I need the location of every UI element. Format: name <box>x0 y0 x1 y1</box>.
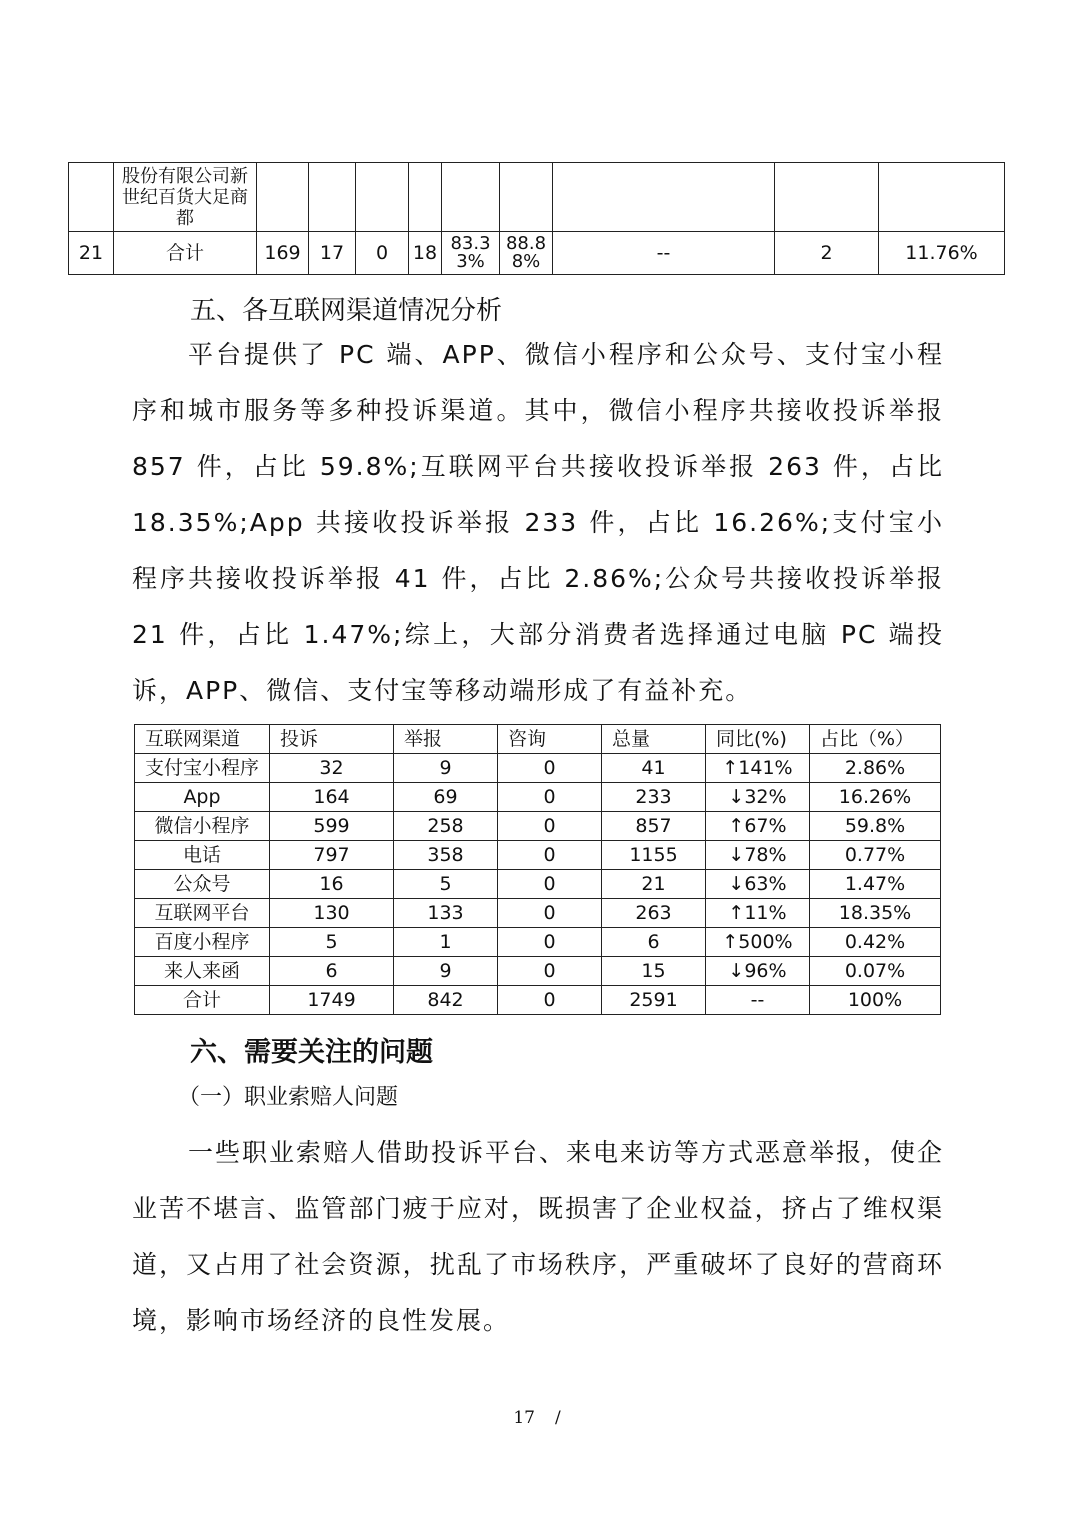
table-cell: ↓96% <box>706 957 810 986</box>
table-cell: 842 <box>394 986 498 1015</box>
table-cell: ↓32% <box>706 783 810 812</box>
table-cell: 6 <box>270 957 394 986</box>
channel-name-cell: 来人来函 <box>135 957 270 986</box>
header-yoy: 同比(%) <box>706 725 810 754</box>
channel-name-cell: 电话 <box>135 841 270 870</box>
table-cell: ↑500% <box>706 928 810 957</box>
header-share: 占比（%） <box>810 725 941 754</box>
table-cell: 1.47% <box>810 870 941 899</box>
channel-table-body <box>135 725 941 1015</box>
table-cell: 263 <box>602 899 706 928</box>
percent-cell: 83.33% <box>442 232 500 275</box>
header-report: 举报 <box>394 725 498 754</box>
table-row <box>135 754 941 783</box>
table-cell: ↑11% <box>706 899 810 928</box>
table-cell: 0 <box>498 754 602 783</box>
channel-name-cell: 合计 <box>135 986 270 1015</box>
table-cell: 0 <box>498 957 602 986</box>
table-cell: 133 <box>394 899 498 928</box>
table-cell: -- <box>706 986 810 1015</box>
table-cell: 16.26% <box>810 783 941 812</box>
table-cell: 130 <box>270 899 394 928</box>
issues-paragraph: 一些职业索赔人借助投诉平台、来电来访等方式恶意举报，使企业苦不堪言、监管部门疲于应对，既损害了企业权益，挤占了维权渠道，又占用了社会资源，扰乱了市场秩序，严重破坏了良好的营商环境，影响市场经济的良性发展。 <box>132 1138 945 1335</box>
table-cell: 358 <box>394 841 498 870</box>
table-cell: 169 <box>257 232 309 275</box>
table-cell: 0 <box>498 899 602 928</box>
channel-statistics-table <box>134 724 941 1015</box>
row-number-cell: 21 <box>69 232 114 275</box>
channel-name-cell: 互联网平台 <box>135 899 270 928</box>
table-cell: 5 <box>394 870 498 899</box>
table-cell: 9 <box>394 957 498 986</box>
table-cell: 0 <box>498 783 602 812</box>
table-cell: 1 <box>394 928 498 957</box>
table-row <box>69 163 1005 232</box>
table-cell: 797 <box>270 841 394 870</box>
table-cell: 0 <box>498 928 602 957</box>
table-cell: 164 <box>270 783 394 812</box>
table-cell: 0.07% <box>810 957 941 986</box>
table-cell: 0 <box>498 812 602 841</box>
table-header-row <box>135 725 941 754</box>
table-cell: 0 <box>498 986 602 1015</box>
table-cell: 5 <box>270 928 394 957</box>
table-cell: 0.77% <box>810 841 941 870</box>
table-cell: ↑141% <box>706 754 810 783</box>
table-cell: 1749 <box>270 986 394 1015</box>
table-row <box>135 870 941 899</box>
table-cell: 41 <box>602 754 706 783</box>
table-cell: 0 <box>356 232 409 275</box>
rate-cell: 11.76% <box>879 232 1005 275</box>
table-cell: 233 <box>602 783 706 812</box>
table-cell: 0 <box>498 870 602 899</box>
table-cell: 18.35% <box>810 899 941 928</box>
table-cell: ↑67% <box>706 812 810 841</box>
header-complaint: 投诉 <box>270 725 394 754</box>
table-cell: 2.86% <box>810 754 941 783</box>
section-heading-internet-channels: 五、各互联网渠道情况分析 <box>190 296 503 326</box>
table-cell: 258 <box>394 812 498 841</box>
table-row <box>135 957 941 986</box>
percent-cell: 88.88% <box>500 232 553 275</box>
table-cell: 17 <box>309 232 356 275</box>
header-total: 总量 <box>602 725 706 754</box>
table-cell: 69 <box>394 783 498 812</box>
table-cell: 15 <box>602 957 706 986</box>
channel-name-cell: App <box>135 783 270 812</box>
channel-name-cell: 微信小程序 <box>135 812 270 841</box>
channel-name-cell: 公众号 <box>135 870 270 899</box>
page-separator: / <box>554 1408 561 1428</box>
table-cell: 16 <box>270 870 394 899</box>
table-row <box>135 812 941 841</box>
table-cell: 59.8% <box>810 812 941 841</box>
table-row <box>135 899 941 928</box>
table-cell: 9 <box>394 754 498 783</box>
table-cell: 2 <box>775 232 879 275</box>
page-number: 17 <box>513 1408 535 1428</box>
table-cell: -- <box>553 232 775 275</box>
merchant-name-cell: 股份有限公司新世纪百货大足商都 <box>114 163 257 232</box>
table-cell: 1155 <box>602 841 706 870</box>
table-cell: 6 <box>602 928 706 957</box>
table-cell: 857 <box>602 812 706 841</box>
table-cell: ↓63% <box>706 870 810 899</box>
subsection-heading: （一）职业索赔人问题 <box>178 1085 399 1110</box>
total-label-cell: 合计 <box>114 232 257 275</box>
table-row-total <box>69 232 1005 275</box>
table-cell: 599 <box>270 812 394 841</box>
channel-name-cell: 百度小程序 <box>135 928 270 957</box>
channel-analysis-paragraph: 平台提供了 PC 端、APP、微信小程序和公众号、支付宝小程序和城市服务等多种投诉渠道。其中，微信小程序共接收投诉举报 857 件，占比 59.8%;互联网平台共接收投诉举报 263 件，占比 18.35%;App 共接收投诉举报 233 件，占比 16.26%;支付宝小程序共接收投诉举报 41 件，占比 2.86%;公众号共接收投诉举报 21 件，占比 1.47%;综上，大部分消费者选择通过电脑 PC 端投诉，APP、微信、支付宝等移动端形成了有益补充。 <box>132 340 944 705</box>
table-cell: ↓78% <box>706 841 810 870</box>
table-cell: 0.42% <box>810 928 941 957</box>
section-heading-issues: 六、需要关注的问题 <box>190 1037 433 1068</box>
table-cell: 21 <box>602 870 706 899</box>
header-consult: 咨询 <box>498 725 602 754</box>
table-cell: 18 <box>409 232 442 275</box>
page-footer <box>0 1408 1074 1428</box>
table-row <box>135 783 941 812</box>
complaint-ranking-table-continued <box>68 162 1005 275</box>
table-cell: 100% <box>810 986 941 1015</box>
table-row <box>135 841 941 870</box>
table-cell: 32 <box>270 754 394 783</box>
channel-name-cell: 支付宝小程序 <box>135 754 270 783</box>
header-channel: 互联网渠道 <box>135 725 270 754</box>
table-row <box>135 986 941 1015</box>
table-cell: 0 <box>498 841 602 870</box>
table-row <box>135 928 941 957</box>
table-cell: 2591 <box>602 986 706 1015</box>
